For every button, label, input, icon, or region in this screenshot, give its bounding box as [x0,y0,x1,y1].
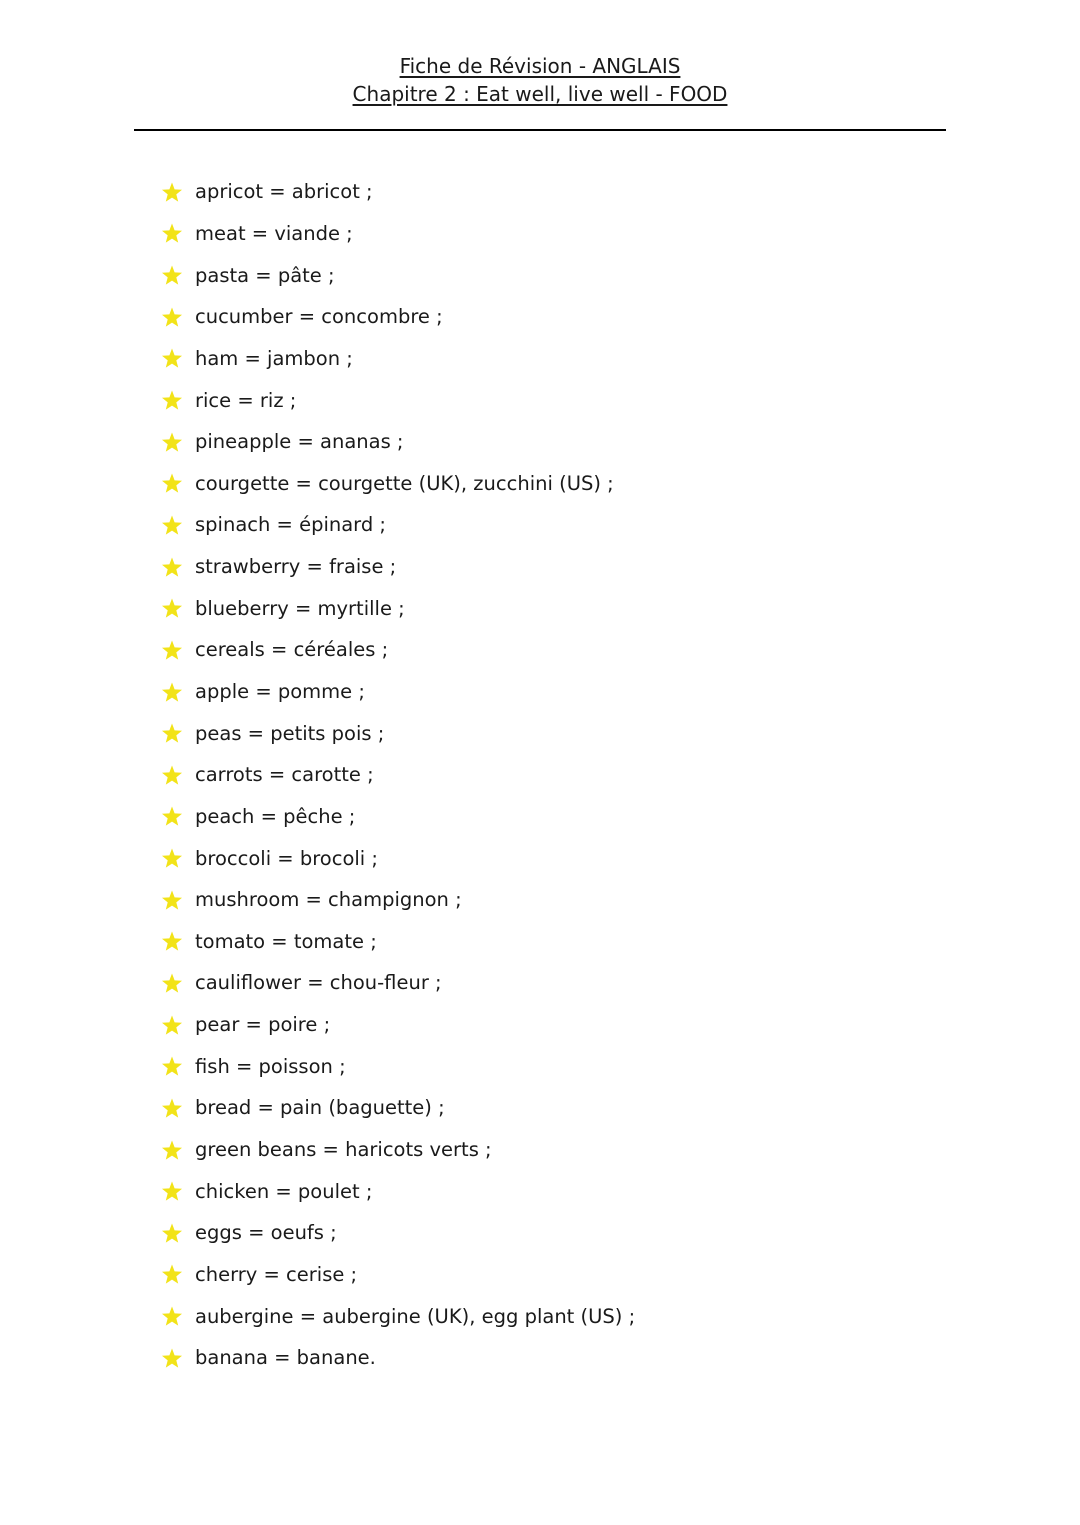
star-icon [160,1305,186,1327]
star-icon [160,847,186,869]
vocabulary-entry: tomato = tomate ; [195,929,377,953]
list-item [160,712,635,754]
star-icon [160,306,186,328]
list-item [160,587,635,629]
list-item [160,379,635,421]
star-icon [160,347,186,369]
vocabulary-entry: peach = pêche ; [195,804,356,828]
list-item [160,921,635,963]
document-header [0,52,1080,108]
list-item [160,671,635,713]
list-item [160,213,635,255]
list-item [160,462,635,504]
list-item [160,421,635,463]
vocabulary-entry: cereals = céréales ; [195,638,389,662]
star-icon [160,514,186,536]
star-icon [160,639,186,661]
star-icon [160,1014,186,1036]
vocabulary-entry: ham = jambon ; [195,346,353,370]
list-item [160,754,635,796]
list-item [160,1295,635,1337]
vocabulary-entry: meat = viande ; [195,221,353,245]
list-item [160,546,635,588]
vocabulary-entry: eggs = oeufs ; [195,1221,337,1245]
star-icon [160,805,186,827]
vocabulary-entry: pasta = pâte ; [195,263,335,287]
vocabulary-entry: blueberry = myrtille ; [195,596,405,620]
list-item [160,254,635,296]
header-divider [134,129,946,131]
vocabulary-entry: rice = riz ; [195,388,297,412]
list-item [160,1212,635,1254]
star-icon [160,431,186,453]
list-item [160,1337,635,1379]
list-item [160,1045,635,1087]
list-item [160,837,635,879]
vocabulary-entry: apricot = abricot ; [195,180,373,204]
vocabulary-entry: aubergine = aubergine (UK), egg plant (US) ; [195,1304,636,1328]
list-item [160,338,635,380]
star-icon [160,597,186,619]
vocabulary-entry: fish = poisson ; [195,1054,346,1078]
list-item [160,1170,635,1212]
list-item [160,879,635,921]
vocabulary-entry: cherry = cerise ; [195,1262,358,1286]
star-icon [160,764,186,786]
star-icon [160,222,186,244]
star-icon [160,1139,186,1161]
vocabulary-entry: courgette = courgette (UK), zucchini (US) ; [195,471,614,495]
list-item [160,1129,635,1171]
list-item [160,1087,635,1129]
vocabulary-entry: strawberry = fraise ; [195,555,397,579]
star-icon [160,1180,186,1202]
star-icon [160,1222,186,1244]
star-icon [160,1263,186,1285]
vocabulary-entry: bread = pain (baguette) ; [195,1096,445,1120]
star-icon [160,181,186,203]
vocabulary-entry: cauliflower = chou-fleur ; [195,971,442,995]
star-icon [160,389,186,411]
star-icon [160,1097,186,1119]
list-item [160,504,635,546]
star-icon [160,1055,186,1077]
list-item [160,171,635,213]
list-item [160,962,635,1004]
vocabulary-entry: pear = poire ; [195,1013,331,1037]
vocabulary-entry: apple = pomme ; [195,680,365,703]
vocabulary-entry: broccoli = brocoli ; [195,846,378,870]
document-title: Fiche de Révision - ANGLAIS [399,54,681,78]
list-item [160,296,635,338]
vocabulary-entry: mushroom = champignon ; [195,888,462,912]
vocabulary-entry: cucumber = concombre ; [195,305,443,329]
star-icon [160,264,186,286]
star-icon [160,972,186,994]
list-item [160,1004,635,1046]
star-icon [160,681,186,703]
star-icon [160,556,186,578]
star-icon [160,1347,186,1369]
vocabulary-entry: spinach = épinard ; [195,513,387,537]
star-icon [160,930,186,952]
vocabulary-entry: banana = banane. [195,1346,376,1370]
star-icon [160,722,186,744]
list-item [160,1254,635,1296]
document-subtitle: Chapitre 2 : Eat well, live well - FOOD [352,82,728,106]
vocabulary-list [160,171,635,1379]
list-item [160,629,635,671]
star-icon [160,472,186,494]
list-item [160,796,635,838]
vocabulary-entry: peas = petits pois ; [195,721,385,745]
vocabulary-entry: green beans = haricots verts ; [195,1138,492,1162]
vocabulary-entry: pineapple = ananas ; [195,430,404,454]
vocabulary-entry: chicken = poulet ; [195,1179,373,1203]
star-icon [160,889,186,911]
vocabulary-entry: carrots = carotte ; [195,763,374,787]
